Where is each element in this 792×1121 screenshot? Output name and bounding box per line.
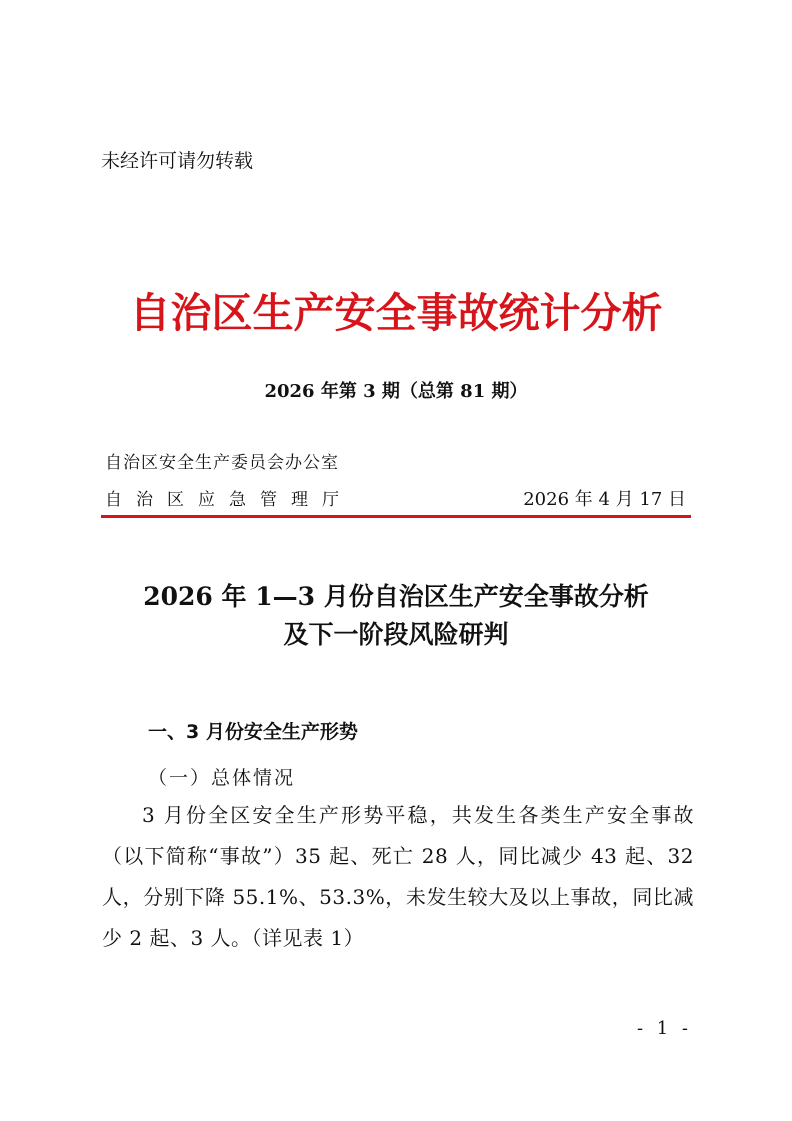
red-divider-line xyxy=(101,515,691,518)
document-title xyxy=(0,578,792,654)
issuer-office-2: 自治区应急管理厅 xyxy=(105,490,353,510)
reprint-notice: 未经许可请勿转载 xyxy=(101,150,254,172)
sub-section-heading: （一）总体情况 xyxy=(148,767,296,789)
issue-number: 2026 年第 3 期（总第 81 期） xyxy=(264,381,528,402)
body-paragraph: 3 月份全区安全生产形势平稳，共发生各类生产安全事故（以下简称“事故”）35 起、死亡 28 人，同比减少 43 起、32 人，分别下降 55.1%、53.3%，未发生较大及以上事故，同比减少 2 起、3 人。（详见表 1） xyxy=(102,803,694,950)
issue-date: 2026 年 4 月 17 日 xyxy=(523,489,686,510)
document-title-line-2: 及下一阶段风险研判 xyxy=(283,620,509,649)
issuer-office-1: 自治区安全生产委员会办公室 xyxy=(105,453,339,473)
section-heading: 一、3 月份安全生产形势 xyxy=(148,721,358,743)
page-number: - 1 - xyxy=(636,1018,692,1039)
document-title-line-1: 2026 年 1—3 月份自治区生产安全事故分析 xyxy=(143,582,649,611)
masthead-title: 自治区生产安全事故统计分析 xyxy=(129,289,663,337)
